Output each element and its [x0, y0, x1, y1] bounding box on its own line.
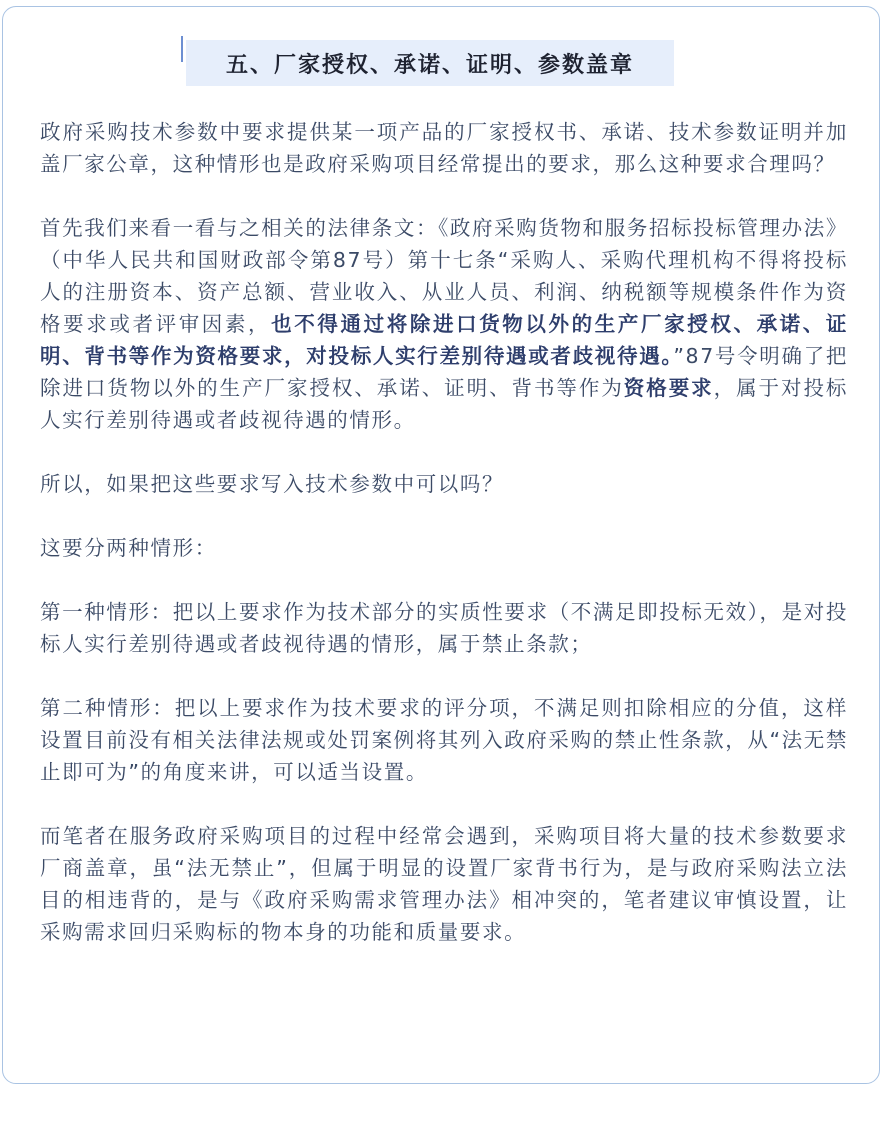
- paragraph-2-emphasis: 也不得通过将除进口货物以外的生产厂家授权、承诺、证明、背书等作为资格要求，对投标人实行差别待遇或者歧视待遇。: [40, 312, 849, 368]
- title-accent-bar: [181, 36, 183, 62]
- paragraph-2: [40, 212, 848, 436]
- paragraph-2-text-end: ，属于对投标人实行差别待遇或者歧视待遇的情形。: [40, 376, 848, 432]
- paragraph-2-text: 首先我们来看一看与之相关的法律条文：《政府采购货物和服务招标投标管理办法》（中华人民共和国财政部令第87号）第十七条“采购人、采购代理机构不得将投标人的注册资本、资产总额、营业收入、从业人员、利润、纳税额等规模条件作为资格要求或者评审因素，: [40, 216, 848, 336]
- paragraph-2-text-continued: ”87号令明确了把除进口货物以外的生产厂家授权、承诺、证明、背书等作为: [40, 344, 848, 400]
- paragraph-7: 而笔者在服务政府采购项目的过程中经常会遇到，采购项目将大量的技术参数要求厂商盖章，虽“法无禁止”，但属于明显的设置厂家背书行为，是与政府采购法立法目的相违背的，是与《政府采购需求管理办法》相冲突的，笔者建议审慎设置，让采购需求回归采购标的物本身的功能和质量要求。: [40, 824, 848, 944]
- paragraph-3: 所以，如果把这些要求写入技术参数中可以吗？: [40, 472, 505, 496]
- paragraph-4: 这要分两种情形：: [40, 536, 217, 560]
- paragraph-2-emphasis-short: 资格要求: [623, 376, 714, 400]
- article-body: [40, 116, 848, 980]
- paragraph-5: 第一种情形：把以上要求作为技术部分的实质性要求（不满足即投标无效），是对投标人实行差别待遇或者歧视待遇的情形，属于禁止条款；: [40, 600, 848, 656]
- paragraph-1: 政府采购技术参数中要求提供某一项产品的厂家授权书、承诺、技术参数证明并加盖厂家公章，这种情形也是政府采购项目经常提出的要求，那么这种要求合理吗？: [40, 120, 848, 176]
- paragraph-6: 第二种情形：把以上要求作为技术要求的评分项，不满足则扣除相应的分值，这样设置目前没有相关法律法规或处罚案例将其列入政府采购的禁止性条款，从“法无禁止即可为”的角度来讲，可以适当设置。: [40, 696, 848, 784]
- section-title: 五、厂家授权、承诺、证明、参数盖章: [186, 40, 674, 86]
